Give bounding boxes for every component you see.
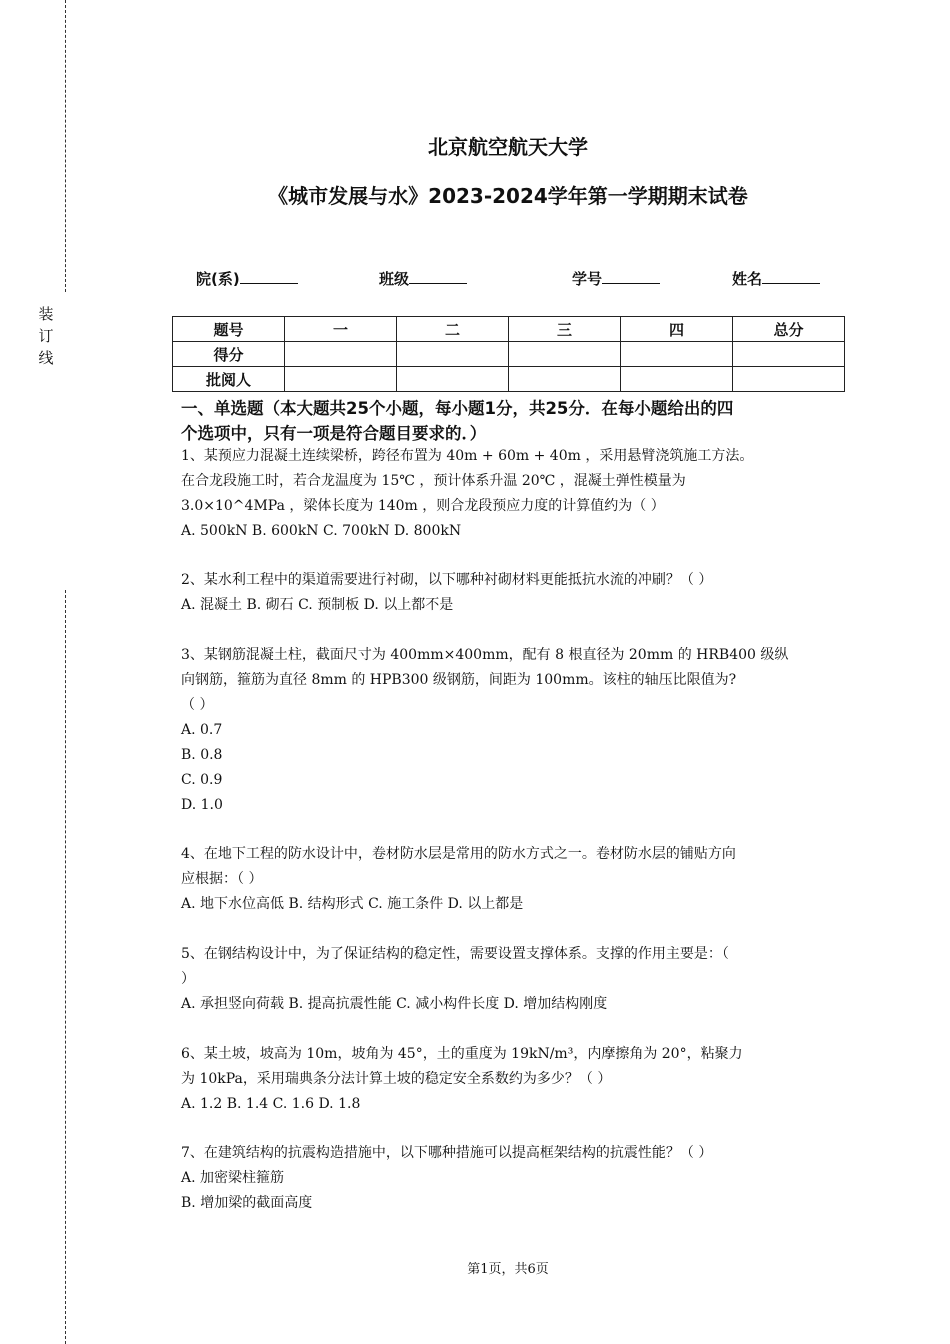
question-5-line-1: 5、在钢结构设计中，为了保证结构的稳定性，需要设置支撑体系。支撑的作用主要是：（ bbox=[181, 946, 729, 962]
name-field bbox=[732, 268, 820, 289]
binding-label: 装订线 bbox=[38, 305, 54, 367]
score-table-header-row bbox=[173, 317, 845, 342]
question-5-options: A. 承担竖向荷载 B. 提高抗震性能 C. 减小构件长度 D. 增加结构刚度 bbox=[181, 996, 608, 1012]
header-cell-question-no: 题号 bbox=[173, 317, 285, 342]
class-blank bbox=[409, 269, 467, 284]
section-1-heading bbox=[181, 396, 841, 446]
name-blank bbox=[762, 269, 820, 284]
question-2-line-1: 2、某水利工程中的渠道需要进行衬砌，以下哪种衬砌材料更能抵抗水流的冲刷？（ ） bbox=[181, 572, 713, 588]
class-field bbox=[379, 268, 467, 289]
question-3-option-d: D. 1.0 bbox=[181, 797, 223, 813]
grader-cell bbox=[285, 367, 397, 392]
grader-cell bbox=[621, 367, 733, 392]
question-4-line-2: 应根据：（ ） bbox=[181, 871, 263, 887]
question-2-options: A. 混凝土 B. 砌石 C. 预制板 D. 以上都不是 bbox=[181, 597, 454, 613]
question-3-option-c: C. 0.9 bbox=[181, 772, 223, 788]
binding-dashed-line-bottom bbox=[65, 590, 66, 1344]
grader-cell bbox=[509, 367, 621, 392]
name-label: 姓名 bbox=[732, 270, 763, 288]
score-cell bbox=[509, 342, 621, 367]
page-footer: 第1页，共6页 bbox=[467, 1262, 549, 1277]
header-cell-part-3: 三 bbox=[509, 317, 621, 342]
exam-title: 《城市发展与水》2023-2024学年第一学期期末试卷 bbox=[268, 184, 748, 208]
question-7-option-a: A. 加密梁柱箍筋 bbox=[181, 1170, 285, 1186]
question-3-line-3: （ ） bbox=[181, 697, 214, 713]
grader-cell bbox=[733, 367, 845, 392]
section-1-heading-line-1: 一、单选题（本大题共25个小题，每小题1分，共25分．在每小题给出的四 bbox=[181, 399, 734, 418]
question-3-line-2: 向钢筋，箍筋为直径 8mm 的 HPB300 级钢筋，间距为 100mm。该柱的轴压比限值为? bbox=[181, 672, 737, 688]
score-cell bbox=[397, 342, 509, 367]
question-1-line-2: 在合龙段施工时，若合龙温度为 15℃ ，预计体系升温 20℃ ，混凝土弹性模量为 bbox=[181, 473, 686, 489]
score-row bbox=[173, 342, 845, 367]
question-4-line-1: 4、在地下工程的防水设计中，卷材防水层是常用的防水方式之一。卷材防水层的铺贴方向 bbox=[181, 846, 736, 862]
score-cell bbox=[285, 342, 397, 367]
grader-row bbox=[173, 367, 845, 392]
class-label: 班级 bbox=[379, 270, 410, 288]
university-name: 北京航空航天大学 bbox=[428, 135, 588, 159]
header-cell-total: 总分 bbox=[733, 317, 845, 342]
student-id-label: 学号 bbox=[572, 270, 603, 288]
question-3-option-a: A. 0.7 bbox=[181, 722, 223, 738]
score-cell bbox=[733, 342, 845, 367]
header-cell-part-4: 四 bbox=[621, 317, 733, 342]
question-1-options: A. 500kN B. 600kN C. 700kN D. 800kN bbox=[181, 523, 462, 539]
department-field bbox=[196, 268, 298, 289]
question-1-line-1: 1、某预应力混凝土连续梁桥，跨径布置为 40m + 60m + 40m ，采用悬臂浇筑施工方法。 bbox=[181, 448, 754, 464]
question-6-line-2: 为 10kPa，采用瑞典条分法计算土坡的稳定安全系数约为多少？（ ） bbox=[181, 1071, 612, 1087]
score-table bbox=[172, 316, 845, 392]
score-cell bbox=[621, 342, 733, 367]
question-7-line-1: 7、在建筑结构的抗震构造措施中，以下哪种措施可以提高框架结构的抗震性能？（ ） bbox=[181, 1145, 713, 1161]
header-cell-part-2: 二 bbox=[397, 317, 509, 342]
question-5-line-2: ） bbox=[181, 971, 195, 987]
question-3-line-1: 3、某钢筋混凝土柱，截面尺寸为 400mm×400mm，配有 8 根直径为 20mm 的 HRB400 级纵 bbox=[181, 647, 789, 663]
department-blank bbox=[240, 269, 298, 284]
student-id-blank bbox=[602, 269, 660, 284]
question-4-options: A. 地下水位高低 B. 结构形式 C. 施工条件 D. 以上都是 bbox=[181, 896, 524, 912]
question-6-options: A. 1.2 B. 1.4 C. 1.6 D. 1.8 bbox=[181, 1096, 361, 1112]
section-1-heading-line-2: 个选项中，只有一项是符合题目要求的．） bbox=[181, 424, 487, 443]
question-6-line-1: 6、某土坡，坡高为 10m，坡角为 45°，土的重度为 19kN/m³，内摩擦角为 20°，粘聚力 bbox=[181, 1046, 743, 1062]
question-3-option-b: B. 0.8 bbox=[181, 747, 223, 763]
student-id-field bbox=[572, 268, 660, 289]
question-7-option-b: B. 增加梁的截面高度 bbox=[181, 1195, 313, 1211]
question-1-line-3: 3.0×10^4MPa ，梁体长度为 140m ，则合龙段预应力度的计算值约为（ ） bbox=[181, 498, 665, 514]
department-label: 院(系) bbox=[196, 270, 240, 288]
header-cell-part-1: 一 bbox=[285, 317, 397, 342]
grader-row-label: 批阅人 bbox=[173, 367, 285, 392]
grader-cell bbox=[397, 367, 509, 392]
score-row-label: 得分 bbox=[173, 342, 285, 367]
